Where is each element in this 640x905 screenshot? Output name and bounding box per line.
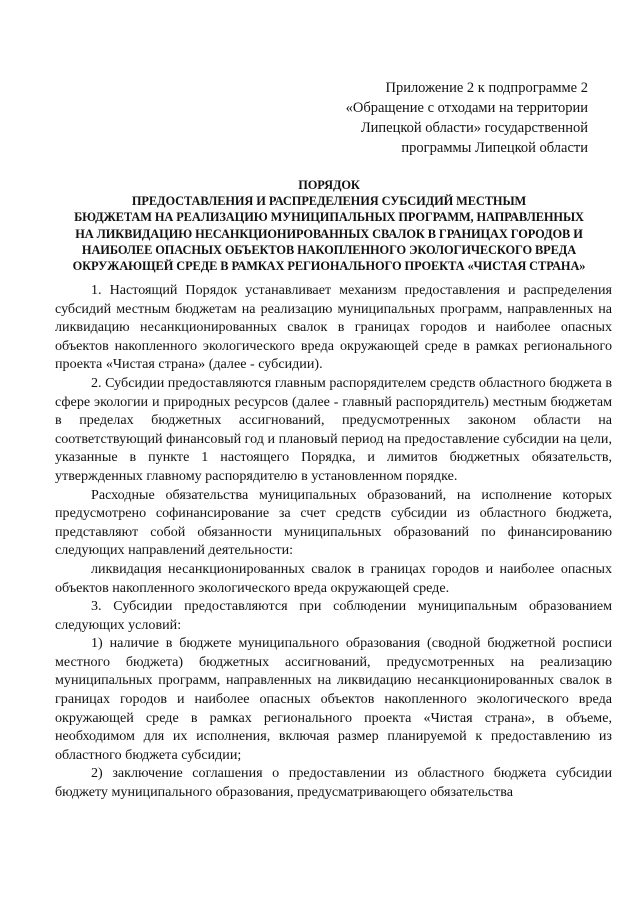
paragraph: 2) заключение соглашения о предоставлении из областного бюджета субсидии бюджету муниципального образования, предусматривающего обязательства — [55, 765, 612, 801]
title-line: НАИБОЛЕЕ ОПАСНЫХ ОБЪЕКТОВ НАКОПЛЕННОГО ЭКОЛОГИЧЕСКОГО ВРЕДА — [81, 242, 577, 257]
paragraph: 2. Субсидии предоставляются главным распорядителем средств областного бюджета в сфере экологии и природных ресурсов (далее - главный распорядитель) местным бюджетам в пределах бюджетных ассигнований, предусмотренных законом области на соответствующий финансовый год и плановый период на предоставление субсидии на цели, указанные в пункте 1 настоящего Порядка, и лимитов бюджетных обязательств, утвержденных главному распорядителю в установленном порядке. — [55, 374, 612, 484]
title-line: ПОРЯДОК — [298, 178, 360, 192]
document-body — [55, 281, 612, 802]
paragraph: 1) наличие в бюджете муниципального образования (сводной бюджетной росписи местного бюджета) бюджетных ассигнований, предусмотренных на реализацию муниципальных программ, направленных на ликвидацию несанкционированных свалок в границах городов и наиболее опасных объектов накопленного экологического вреда окружающей среде в рамках регионального проекта «Чистая страна», в объеме, необходимом для их исполнения, включая размер планируемой к предоставлению из областного бюджета субсидии; — [55, 635, 612, 763]
paragraph: Расходные обязательства муниципальных образований, на исполнение которых предусмотрено софинансирование за счет средств субсидии из областного бюджета, представляют собой обязанности муниципальных образований по финансированию следующих направлений деятельности: — [55, 486, 612, 559]
paragraph: ликвидация несанкционированных свалок в границах городов и наиболее опасных объектов накопленного экологического вреда окружающей среде. — [55, 560, 612, 596]
paragraph: 3. Субсидии предоставляются при соблюдении муниципальным образованием следующих условий: — [55, 598, 612, 633]
document-title — [40, 177, 618, 274]
paragraph: 1. Настоящий Порядок устанавливает механизм предоставления и распределения субсидий местным бюджетам на реализацию муниципальных программ, направленных на ликвидацию несанкционированных свалок в границах городов и наиболее опасных объектов накопленного экологического вреда окружающей среде в рамках регионального проекта «Чистая страна» (далее - субсидии). — [55, 282, 612, 373]
appendix-line: «Обращение с отходами на территории — [345, 100, 588, 116]
appendix-header — [300, 78, 588, 158]
appendix-line: Липецкой области» государственной — [360, 120, 588, 136]
title-line: БЮДЖЕТАМ НА РЕАЛИЗАЦИЮ МУНИЦИПАЛЬНЫХ ПРОГРАММ, НАПРАВЛЕННЫХ — [74, 210, 584, 225]
appendix-line: программы Липецкой области — [401, 140, 588, 156]
title-line: ОКРУЖАЮЩЕЙ СРЕДЕ В РАМКАХ РЕГИОНАЛЬНОГО ПРОЕКТА «ЧИСТАЯ СТРАНА» — [72, 259, 586, 274]
title-line: НА ЛИКВИДАЦИЮ НЕСАНКЦИОНИРОВАННЫХ СВАЛОК В ГРАНИЦАХ ГОРОДОВ И — [75, 226, 583, 241]
title-line: ПРЕДОСТАВЛЕНИЯ И РАСПРЕДЕЛЕНИЯ СУБСИДИЙ МЕСТНЫМ — [131, 194, 527, 209]
appendix-line: Приложение 2 к подпрограмме 2 — [385, 80, 588, 96]
